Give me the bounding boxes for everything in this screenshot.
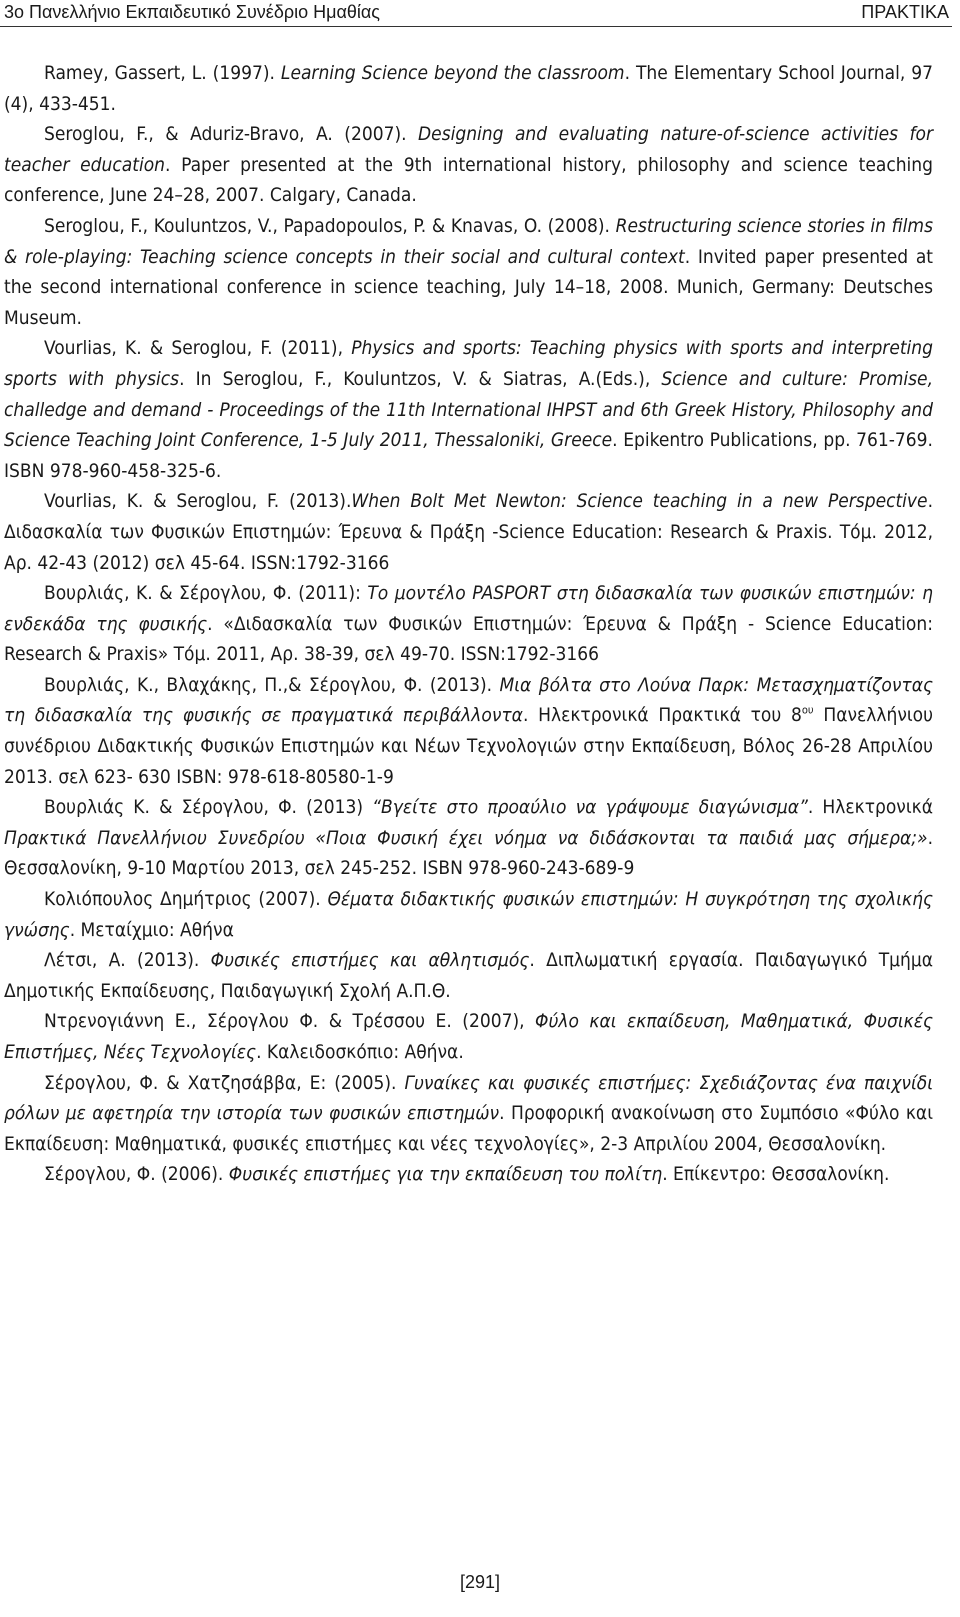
reference-title: Το μοντέλο PASPORT στη διδασκαλία των φυσικών επιστημών: η ενδεκάδα της φυσικής — [4, 582, 933, 635]
reference-entry — [0, 578, 933, 670]
reference-title: Designing and evaluating nature-of-science activities for teacher education — [4, 123, 933, 176]
reference-entry — [0, 1006, 933, 1067]
reference-text: . Διπλωματική εργασία. Παιδαγωγικό Τμήμα Δημοτικής Εκπαίδευσης, Παιδαγωγική Σχολή Α.Π.Θ. — [4, 949, 934, 1002]
reference-title: Restructuring science stories in films & role-playing: Teaching science concepts in their social and cultural context — [4, 214, 933, 268]
reference-title: Φυσικές επιστήμες και αθλητισμός — [210, 949, 530, 972]
reference-text: Πανελλήνιου συνέδριου Διδακτικής Φυσικών Επιστημών και Νέων Τεχνολογιών στην Εκπαίδευση, Βόλος 26-28 Απριλίου 2013. σελ 623- 630 ISBN: 978-618-80580-1-9 — [4, 704, 933, 788]
reference-text: Κολιόπουλος Δημήτριος (2007). — [44, 888, 328, 911]
reference-title: Θέματα διδακτικής φυσικών επιστημών: Η συγκρότηση της σχολικής γνώσης — [4, 888, 933, 941]
conference-title: 3ο Πανελλήνιο Εκπαιδευτικό Συνέδριο Ημαθίας — [4, 2, 380, 22]
reference-text: Seroglou, F., Kouluntzos, V., Papadopoulos, P. & Knavas, O. (2008). — [44, 214, 616, 237]
reference-title: When Bolt Met Newton: Science teaching in a new Perspective — [351, 490, 928, 513]
reference-title: Science and culture: Promise, challedge and demand - Proceedings of the 11th International IHPST and 6th Greek History, Philosophy and Science Teaching Joint Conference, 1-5 July 2011, Thessaloniki, Greece — [4, 367, 933, 452]
reference-text: Vourlias, K. & Seroglou, F. (2013). — [44, 490, 352, 513]
reference-text: Seroglou, F., & Aduriz-Bravo, A. (2007). — [44, 123, 419, 146]
reference-text: Βουρλιάς Κ. & Σέρογλου, Φ. (2013) — [44, 796, 373, 819]
reference-text: Ντρενογιάννη Ε., Σέρογλου Φ. & Τρέσσου Ε. (2007), — [44, 1010, 536, 1033]
reference-text: . Paper presented at the 9th international history, philosophy and science teaching conference, June 24–28, 2007. Calgary, Canada. — [4, 153, 933, 207]
reference-title: Physics and sports: Teaching physics with sports and interpreting sports with physics — [4, 337, 933, 390]
reference-text: Σέρογλου, Φ. & Χατζησάββα, Ε: (2005). — [44, 1071, 405, 1094]
reference-text: . Μεταίχμιο: Αθήνα — [69, 918, 234, 941]
reference-entry — [0, 211, 933, 333]
reference-title: Μια βόλτα στο Λούνα Παρκ: Μετασχηματίζοντας τη διδασκαλία της φυσικής σε πραγματικά περιβάλλοντα — [4, 673, 934, 727]
reference-entry — [0, 1068, 933, 1160]
reference-text: . In Seroglou, F., Kouluntzos, V. & Siatras, A.(Eds.), — [179, 367, 662, 390]
reference-text: Σέρογλου, Φ. (2006). — [44, 1163, 229, 1186]
reference-title: Φυσικές επιστήμες για την εκπαίδευση του πολίτη — [228, 1163, 663, 1186]
reference-entry — [0, 58, 933, 119]
reference-title: Πρακτικά Πανελλήνιου Συνεδρίου «Ποια Φυσική έχει νόημα να διδάσκονται τα παιδιά μας σήμερα;» — [4, 826, 928, 849]
reference-title: Φύλο και εκπαίδευση, Μαθηματικά, Φυσικές Επιστήμες, Νέες Τεχνολογίες — [4, 1010, 933, 1063]
reference-text: . Επίκεντρο: Θεσσαλονίκη. — [662, 1163, 890, 1186]
reference-text: Λέτσι, Α. (2013). — [44, 949, 211, 972]
reference-text: . «Διδασκαλία των Φυσικών Επιστημών: Έρευνα & Πράξη - Science Education: Research & Praxis» Τόμ. 2011, Αρ. 38-39, σελ 49-70. ISSN:1792-3166 — [4, 612, 933, 666]
reference-text: . Ηλεκτρονικά Πρακτικά του 8 — [522, 704, 802, 727]
reference-text: . Προφορική ανακοίνωση στο Συμπόσιο «Φύλο και Εκπαίδευση: Μαθηματικά, φυσικές επιστήμες και νέες τεχνολογίες», 2-3 Απριλίου 2004, Θεσσαλονίκη. — [4, 1102, 933, 1155]
ordinal-suffix: ου — [801, 704, 814, 718]
reference-entry — [0, 119, 933, 211]
reference-entry — [0, 1159, 933, 1190]
reference-entry — [0, 670, 933, 792]
reference-text: . Καλειδοσκόπιο: Αθήνα. — [256, 1041, 464, 1063]
reference-text: Βουρλιάς, Κ., Βλαχάκης, Π.,& Σέρογλου, Φ. (2013). — [44, 673, 500, 696]
reference-text: Vourlias, K. & Seroglou, F. (2011), — [44, 337, 352, 360]
reference-text: Ramey, Gassert, L. (1997). — [44, 62, 281, 84]
reference-list — [0, 58, 960, 1190]
reference-title: Learning Science beyond the classroom — [280, 62, 625, 84]
reference-entry — [0, 486, 933, 578]
reference-entry — [0, 792, 933, 884]
reference-text: . Θεσσαλονίκη, 9-10 Μαρτίου 2013, σελ 245-252. ISBN 978-960-243-689-9 — [4, 826, 933, 880]
reference-title: “Βγείτε στο προαύλιο να γράψουμε διαγώνισμα” — [372, 796, 808, 819]
running-header — [0, 0, 952, 27]
page-number: [291] — [459, 1572, 501, 1592]
proceedings-label: ΠΡΑΚΤΙΚΑ — [861, 2, 949, 22]
reference-text: . Ηλεκτρονικά — [807, 796, 933, 819]
reference-text: . Epikentro Publications, pp. 761-769. ISBN 978-960-458-325-6. — [4, 429, 933, 482]
reference-entry — [0, 333, 933, 486]
reference-text: Βουρλιάς, Κ. & Σέρογλου, Φ. (2011): — [44, 582, 368, 605]
reference-text: . The Elementary School Journal, 97 (4), 433-451. — [4, 62, 934, 115]
reference-title: Γυναίκες και φυσικές επιστήμες: Σχεδιάζοντας ένα παιχνίδι ρόλων με αφετηρία την ιστορία των φυσικών επιστημών — [4, 1071, 933, 1125]
reference-text: . Invited paper presented at the second international conference in science teaching, July 14–18, 2008. Munich, Germany: Deutsches Museum. — [4, 245, 933, 329]
reference-entry — [0, 945, 933, 1006]
reference-entry — [0, 884, 933, 945]
reference-text: . Διδασκαλία των Φυσικών Επιστημών: Έρευνα & Πράξη -Science Education: Research & Praxis. Τόμ. 2012, Αρ. 42-43 (2012) σελ 45-64. ISSN:1792-3166 — [4, 490, 934, 574]
